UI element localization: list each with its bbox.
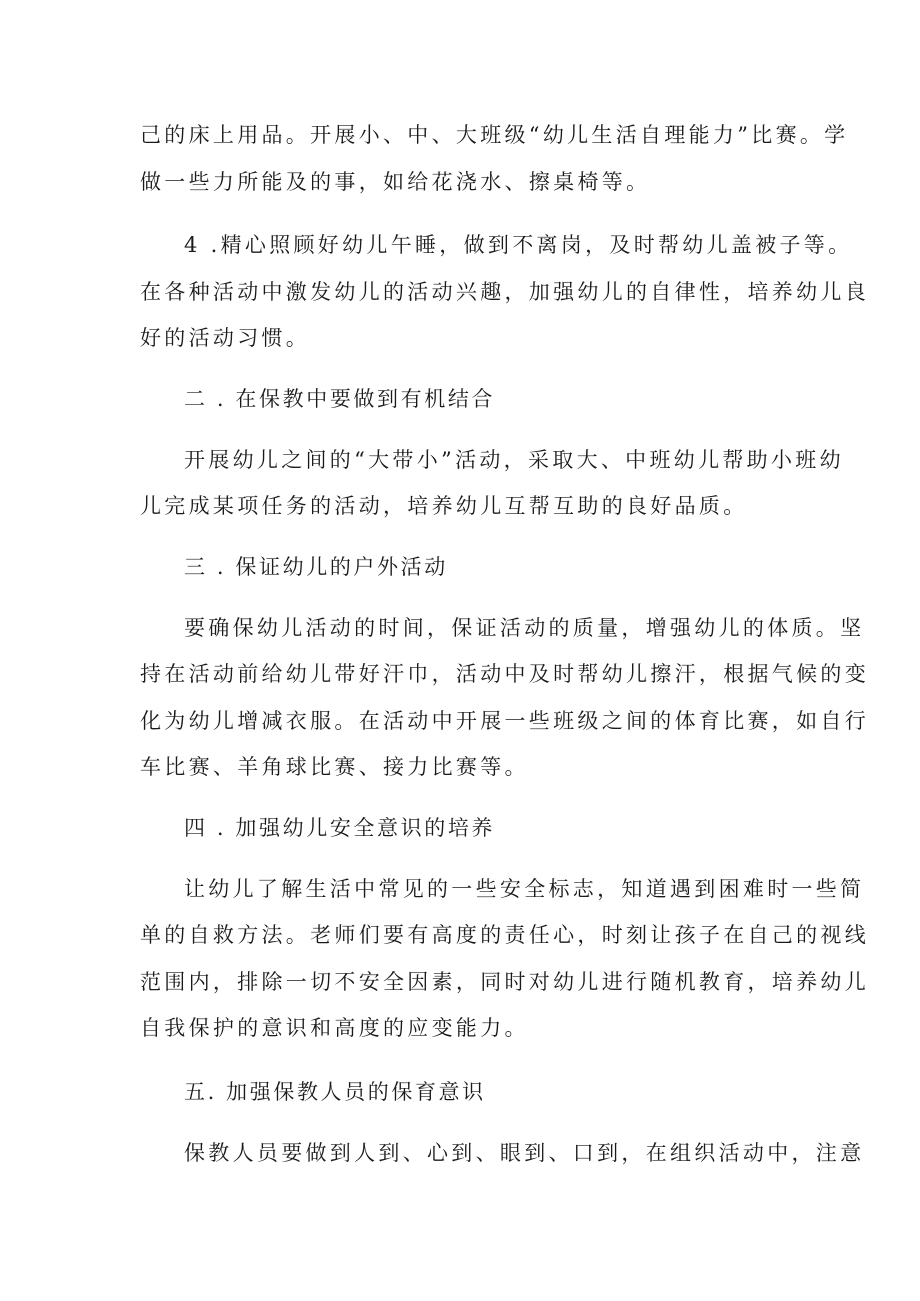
body-text-line: 儿完成某项任务的活动，培养幼儿互帮互助的良好品质。 (140, 494, 748, 518)
body-text-line: 化为幼儿增减衣服。在活动中开展一些班级之间的体育比赛，如自行 (140, 709, 869, 733)
body-text-line: 好的活动习惯。 (140, 326, 311, 350)
numbered-item-4: 4 .精心照顾好幼儿午睡，做到不离岗，及时帮幼儿盖被子等。 (184, 233, 853, 257)
section-heading-2: 二 . 在保教中要做到有机结合 (184, 387, 496, 411)
section-heading-5: 五. 加强保教人员的保育意识 (184, 1080, 486, 1104)
body-text-line: 开展幼儿之间的“大带小”活动，采取大、中班幼儿帮助小班幼 (184, 448, 844, 472)
body-text-line: 做一些力所能及的事，如给花浇水、擦桌椅等。 (140, 170, 651, 194)
body-text-line: 保教人员要做到人到、心到、眼到、口到，在组织活动中，注意 (184, 1141, 865, 1165)
body-text-line: 要确保幼儿活动的时间，保证活动的质量，增强幼儿的体质。坚 (184, 616, 865, 640)
body-text-line: 范围内，排除一切不安全因素，同时对幼儿进行随机教育，培养幼儿 (140, 970, 869, 994)
body-text-line: 己的床上用品。开展小、中、大班级“幼儿生活自理能力”比赛。学 (140, 123, 849, 147)
body-text-line: 自我保护的意识和高度的应变能力。 (140, 1016, 529, 1040)
body-text-line: 持在活动前给幼儿带好汗巾，活动中及时帮幼儿擦汗，根据气候的变 (140, 662, 869, 686)
body-text-line: 在各种活动中激发幼儿的活动兴趣，加强幼儿的自律性，培养幼儿良 (140, 280, 869, 304)
section-heading-3: 三 . 保证幼儿的户外活动 (184, 555, 448, 579)
body-text-line: 车比赛、羊角球比赛、接力比赛等。 (140, 755, 529, 779)
body-text-line: 让幼儿了解生活中常见的一些安全标志，知道遇到困难时一些简 (184, 877, 865, 901)
section-heading-4: 四 . 加强幼儿安全意识的培养 (184, 816, 496, 840)
body-text-line: 单的自救方法。老师们要有高度的责任心，时刻让孩子在自己的视线 (140, 923, 869, 947)
